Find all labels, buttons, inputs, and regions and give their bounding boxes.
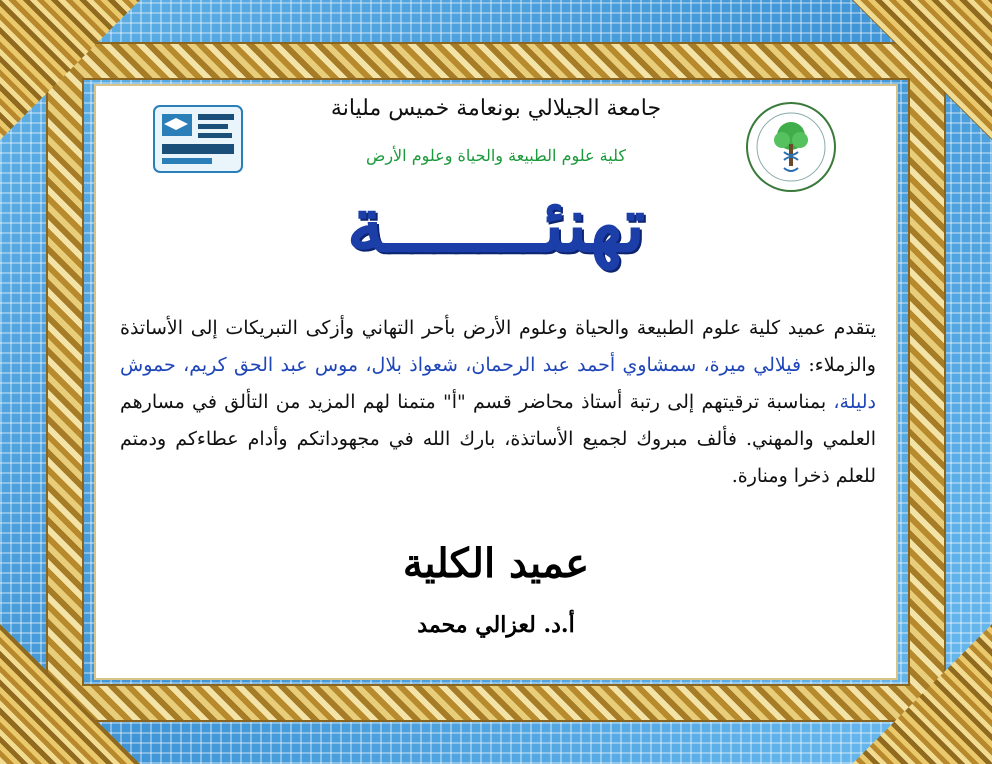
congratulation-message (120, 310, 876, 495)
faculty-name: كلية علوم الطبيعة والحياة وعلوم الأرض (365, 146, 626, 165)
signature-name: أ.د. لعزالي محمد (417, 612, 575, 638)
signature-title: عميد الكلية (402, 540, 590, 587)
message-intro: يتقدم عميد كلية علوم الطبيعة والحياة وعلوم الأرض بأحر التهاني وأزكى التبريكات إلى الأساتذة والزملاء: (120, 317, 876, 376)
message-rest: بمناسبة ترقيتهم إلى رتبة أستاذ محاضر قسم "أ" متمنا لهم المزيد من التألق في مسارهم العلمي والمهني. فألف مبروك لجميع الأساتذة، بارك الله في مجهوداتكم وأدام عطاءكم ودمتم للعلم ذخرا ومنارة. (120, 391, 876, 487)
certificate-title: تهنئـــــــة (346, 180, 646, 269)
university-name: جامعة الجيلالي بونعامة خميس مليانة (330, 96, 662, 121)
honoree-names: فيلالي ميرة، سمشاوي أحمد عبد الرحمان، شعواذ بلال، موس عبد الحق كريم، حموش دليلة، (120, 354, 876, 413)
